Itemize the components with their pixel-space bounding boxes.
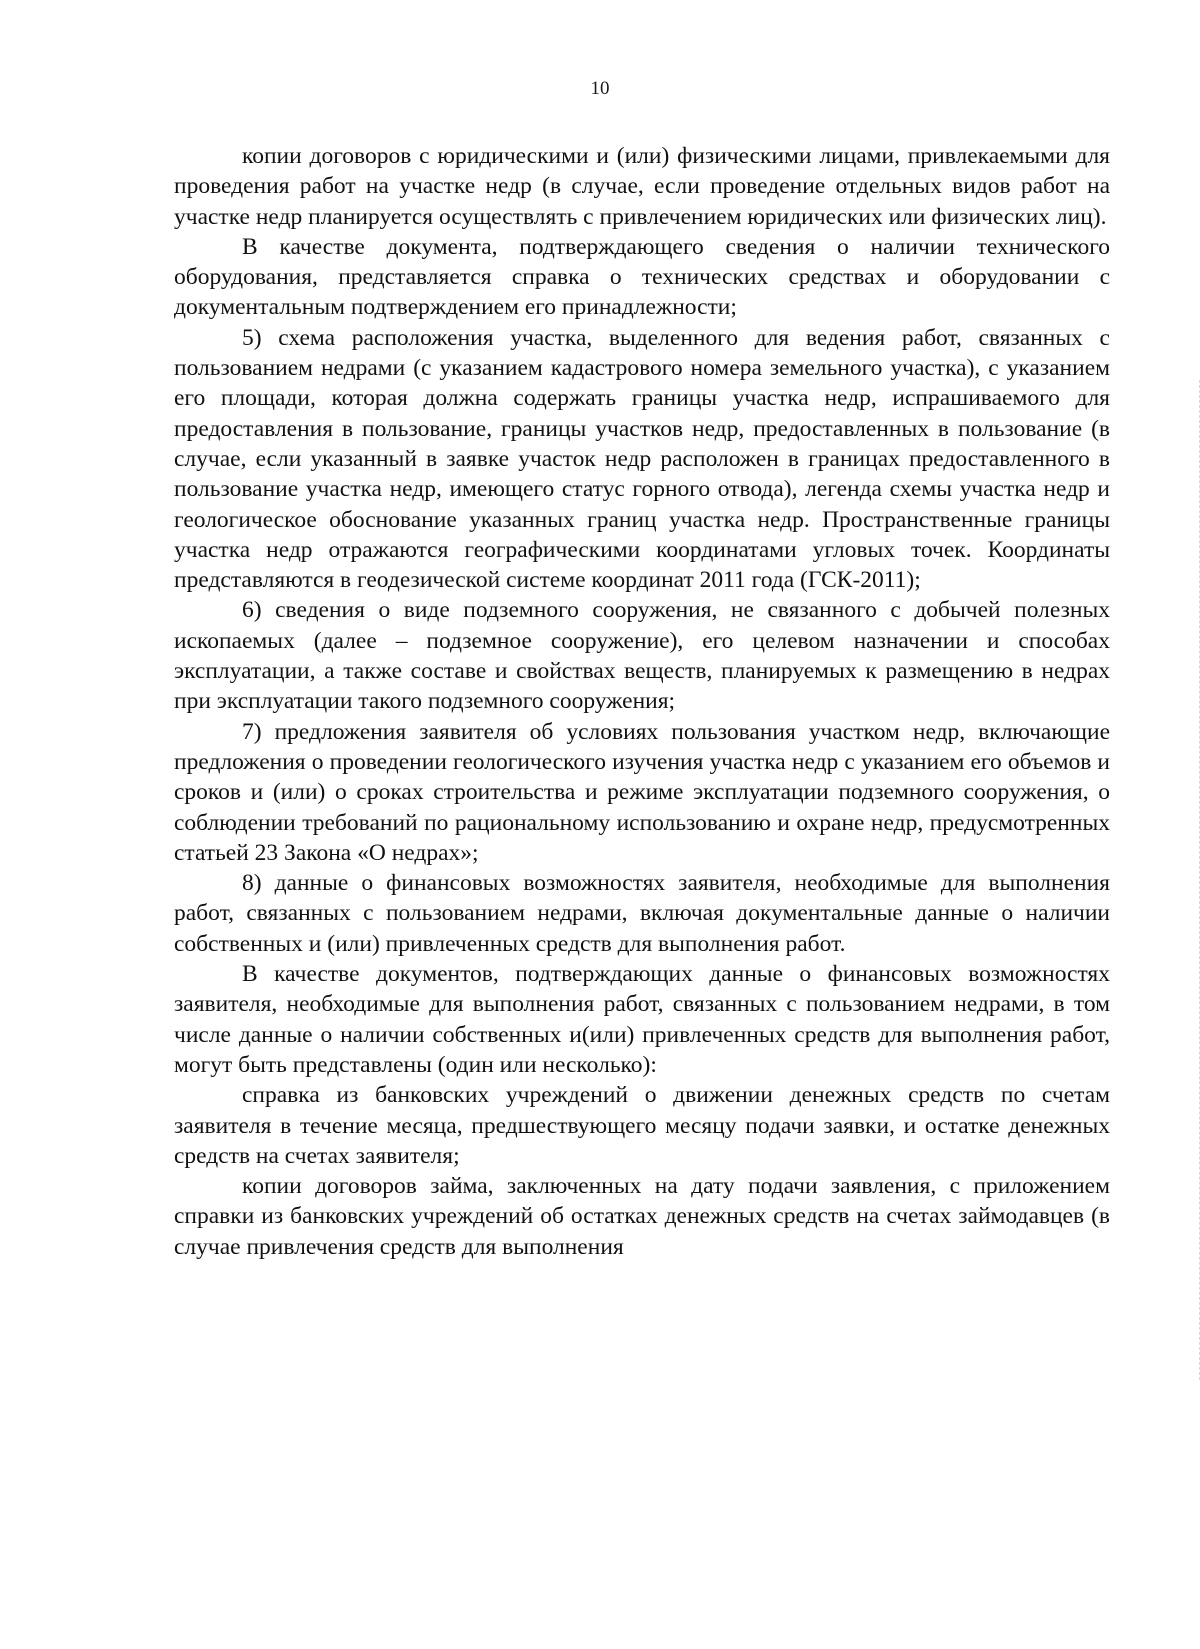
paragraph-item-7-applicant-proposals: 7) предложения заявителя об условиях пользования участком недр, включающие предложения о проведении геологического изучения участка недр с указанием его объемов и сроков и (или) о сроках строительства и режиме эксплуатации подземного сооружения, о соблюдении требований по рациональному использованию и охране недр, предусмотренных статьей 23 Закона «О недрах»; xyxy=(174,718,1110,866)
paragraph-equipment-document: В качестве документа, подтверждающего сведения о наличии технического оборудования, представляется справка о технических средствах и оборудовании с документальным подтверждением его принадлежности; xyxy=(174,233,1110,321)
paragraph-item-6-underground-structure: 6) сведения о виде подземного сооружения, не связанного с добычей полезных ископаемых (далее – подземное сооружение), его целевом назначении и способах эксплуатации, а также составе и свойствах веществ, планируемых к размещению в недрах при эксплуатации такого подземного сооружения; xyxy=(174,597,1110,715)
scan-edge-artifact xyxy=(1196,380,1200,1380)
paragraph-bank-statement: справка из банковских учреждений о движении денежных средств по счетам заявителя в течение месяца, предшествующего месяцу подачи заявки, и остатке денежных средств на счетах заявителя; xyxy=(174,1082,1110,1169)
paragraph-loan-contracts: копии договоров займа, заключенных на дату подачи заявления, с приложением справки из банковских учреждений об остатках денежных средств на счетах займодавцев (в случае привлечения средств для выполнения xyxy=(174,1173,1110,1260)
page-number: 10 xyxy=(590,78,610,99)
paragraph-contracts-copies: копии договоров с юридическими и (или) физическими лицами, привлекаемыми для проведения работ на участке недр (в случае, если проведение отдельных видов работ на участке недр планируется осуществлять с привлечением юридических или физических лиц). xyxy=(174,143,1110,230)
paragraph-item-8-financial-data: 8) данные о финансовых возможностях заявителя, необходимые для выполнения работ, связанных с пользованием недрами, включая документальные данные о наличии собственных и (или) привлеченных средств для выполнения работ. xyxy=(174,870,1110,957)
paragraph-financial-documents: В качестве документов, подтверждающих данные о финансовых возможностях заявителя, необходимые для выполнения работ, связанных с пользованием недрами, в том числе данные о наличии собственных и(или) привлеченных средств для выполнения работ, могут быть представлены (один или несколько): xyxy=(174,961,1110,1078)
document-body xyxy=(174,141,1110,1262)
paragraph-item-5-site-scheme: 5) схема расположения участка, выделенного для ведения работ, связанных с пользованием недрами (с указанием кадастрового номера земельного участка), с указанием его площади, которая должна содержать границы участка недр, испрашиваемого для предоставления в пользование, границы участков недр, предоставленных в пользование (в случае, если указанный в заявке участок недр расположен в границах предоставленного в пользование участка недр, имеющего статус горного отвода), легенда схемы участка недр и геологическое обоснование указанных границ участка недр. Пространственные границы участка недр отражаются географическими координатами угловых точек. Координаты представляются в геодезической системе координат 2011 года (ГСК-2011); xyxy=(174,324,1110,594)
